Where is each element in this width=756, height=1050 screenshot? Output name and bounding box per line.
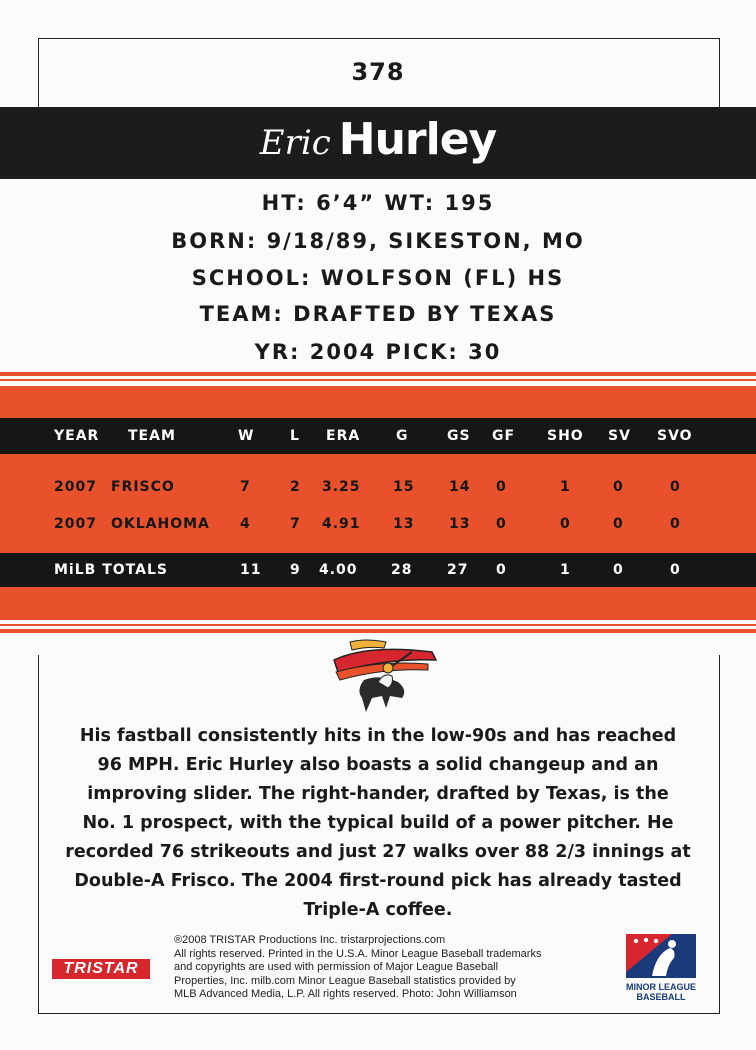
stats-totals-svo: 0 — [670, 562, 681, 578]
stats-row-2-gs: 13 — [449, 516, 471, 532]
bio-height-weight: HT: 6’4” WT: 195 — [261, 191, 495, 215]
legal-line: All rights reserved. Printed in the U.S.A. Minor League Baseball trademarks — [174, 947, 542, 960]
stats-row-2-sv: 0 — [613, 516, 624, 532]
blurb-line: recorded 76 strikeouts and just 27 walks over 88 2/3 innings at — [65, 842, 691, 862]
milb-wordmark-line: MINOR LEAGUE — [625, 982, 696, 992]
stats-totals-w: 11 — [240, 562, 262, 578]
blurb-line: No. 1 prospect, with the typical build of a power pitcher. He — [82, 813, 674, 833]
bio-team: TEAM: DRAFTED BY TEXAS — [199, 302, 557, 326]
stats-row-1-team: FRISCO — [111, 479, 175, 495]
stats-header-era: ERA — [326, 428, 361, 444]
stats-row-1-gs: 14 — [449, 479, 471, 495]
stats-row-1-sv: 0 — [613, 479, 624, 495]
bio-school: SCHOOL: WOLFSON (FL) HS — [191, 266, 565, 290]
legal-line: Properties, Inc. milb.com Minor League Baseball statistics provided by — [174, 974, 516, 987]
divider-stripe — [0, 624, 756, 626]
divider-stripe — [0, 379, 756, 381]
stats-header-w: W — [238, 428, 255, 444]
stats-header-gs: GS — [447, 428, 471, 444]
stats-header-sv: SV — [608, 428, 631, 444]
stats-totals-gf: 0 — [496, 562, 507, 578]
stats-row-2-g: 13 — [393, 516, 415, 532]
card-number: 378 — [351, 58, 405, 86]
stats-row-2-l: 7 — [290, 516, 301, 532]
stats-row-2-svo: 0 — [670, 516, 681, 532]
stats-row-1-g: 15 — [393, 479, 415, 495]
stats-totals-era: 4.00 — [319, 562, 358, 578]
legal-line: MLB Advanced Media, L.P. All rights reserved. Photo: John Williamson — [174, 988, 517, 1000]
stats-row-1-l: 2 — [290, 479, 301, 495]
milb-logo-icon — [622, 932, 700, 982]
stats-row-1-w: 7 — [240, 479, 251, 495]
blurb-line: improving slider. The right-hander, drafted by Texas, is the — [87, 784, 669, 804]
stats-row-2-year: 2007 — [54, 516, 97, 532]
player-last-name: Hurley — [338, 114, 497, 165]
stats-totals-g: 28 — [391, 562, 413, 578]
stats-row-2-sho: 0 — [560, 516, 571, 532]
stats-totals-l: 9 — [290, 562, 301, 578]
stats-header-team: TEAM — [128, 428, 176, 444]
stats-row-1-svo: 0 — [670, 479, 681, 495]
stats-row-1-era: 3.25 — [322, 479, 361, 495]
stats-totals-sho: 1 — [560, 562, 571, 578]
tristar-logo: TRISTAR — [52, 959, 150, 979]
team-logo-icon — [328, 638, 440, 720]
legal-text — [174, 934, 614, 1002]
milb-wordmark-line: BASEBALL — [636, 992, 686, 1002]
player-first-name: Eric — [259, 123, 331, 163]
blurb-line: 96 MPH. Eric Hurley also boasts a solid changeup and an — [97, 755, 659, 775]
stats-row-2-w: 4 — [240, 516, 251, 532]
milb-wordmark — [612, 982, 710, 1002]
player-blurb — [60, 722, 696, 925]
stats-header-g: G — [396, 428, 409, 444]
stats-row-1-year: 2007 — [54, 479, 97, 495]
stats-totals-label: MiLB TOTALS — [54, 562, 168, 578]
stats-header-gf: GF — [492, 428, 516, 444]
player-name — [0, 114, 756, 165]
stats-header-l: L — [290, 428, 300, 444]
bio-born: BORN: 9/18/89, SIKESTON, MO — [171, 229, 585, 253]
stats-row-1-gf: 0 — [496, 479, 507, 495]
divider-stripe — [0, 629, 756, 633]
stats-header-year: YEAR — [54, 428, 100, 444]
blurb-line: His fastball consistently hits in the low-90s and has reached — [79, 726, 677, 746]
stats-row-2-team: OKLAHOMA — [111, 516, 210, 532]
stats-header-sho: SHO — [547, 428, 584, 444]
legal-line: and copyrights are used with permission of Major League Baseball — [174, 961, 499, 973]
blurb-line: Double-A Frisco. The 2004 first-round pick has already tasted — [74, 871, 682, 891]
stats-header-svo: SVO — [657, 428, 693, 444]
stats-totals-sv: 0 — [613, 562, 624, 578]
stats-header-row — [0, 418, 756, 454]
legal-line: ®2008 TRISTAR Productions Inc. tristarprojections.com — [174, 934, 446, 946]
blurb-line: Triple-A coffee. — [303, 900, 453, 920]
stats-row-1-sho: 1 — [560, 479, 571, 495]
divider-stripe — [0, 372, 756, 376]
stats-row-2-era: 4.91 — [322, 516, 361, 532]
bio-draft: YR: 2004 PICK: 30 — [254, 340, 502, 364]
stats-row-2-gf: 0 — [496, 516, 507, 532]
stats-totals-gs: 27 — [447, 562, 469, 578]
